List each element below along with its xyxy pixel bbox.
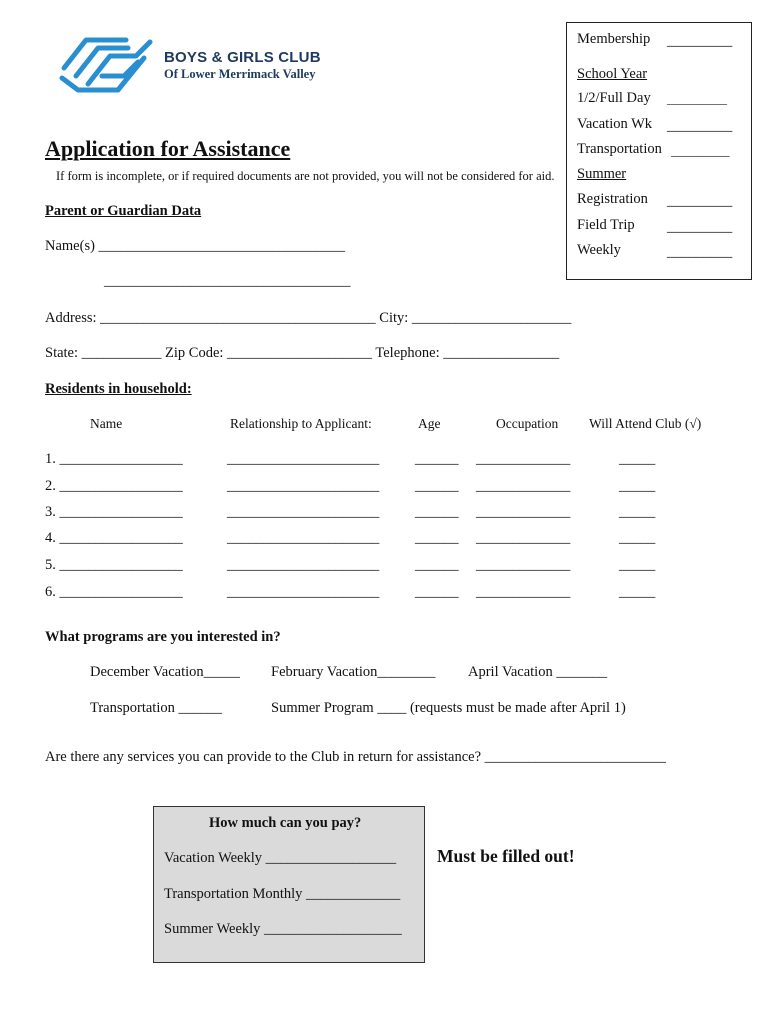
vacation-wk-label: Vacation Wk [577,116,653,132]
resident-name-field[interactable]: 3. _________________ [45,504,183,520]
transportation-label: Transportation [577,141,662,157]
names-field[interactable]: Name(s) __________________________________ [45,238,346,254]
state-zip-phone-field[interactable]: State: ___________ Zip Code: ____________________ Telephone: ________________ [45,345,560,361]
attend-field[interactable]: _____ [619,584,656,600]
weekly-line[interactable]: _________ [667,244,733,260]
summer-label: Summer [577,166,627,182]
relationship-field[interactable]: _____________________ [227,584,380,600]
org-subtitle: Of Lower Merrimack Valley [164,67,316,81]
registration-label: Registration [577,191,648,207]
age-field[interactable]: ______ [415,530,459,546]
april-vacation-field[interactable]: April Vacation _______ [468,664,608,680]
household-heading: Residents in household: [45,381,192,397]
relationship-field[interactable]: _____________________ [227,478,380,494]
attend-field[interactable]: _____ [619,557,656,573]
occupation-field[interactable]: _____________ [476,478,571,494]
resident-name-field[interactable]: 1. _________________ [45,451,183,467]
incomplete-notice: If form is incomplete, or if required documents are not provided, you will not be considered for aid. [56,169,555,183]
full-day-label: 1/2/Full Day [577,90,651,106]
membership-label: Membership [577,31,651,47]
names-field-line2[interactable]: __________________________________ [104,273,351,289]
field-trip-label: Field Trip [577,217,635,233]
office-use-box [566,22,752,280]
age-field[interactable]: ______ [415,504,459,520]
col-will-attend: Will Attend Club (√) [589,416,702,431]
col-age: Age [418,416,441,431]
weekly-label: Weekly [577,242,621,258]
occupation-field[interactable]: _____________ [476,451,571,467]
relationship-field[interactable]: _____________________ [227,504,380,520]
attend-field[interactable]: _____ [619,451,656,467]
december-vacation-field[interactable]: December Vacation_____ [90,664,240,680]
vacation-wk-line[interactable]: _________ [667,118,733,134]
summer-program-field[interactable]: Summer Program ____ (requests must be made after April 1) [271,700,626,716]
attend-field[interactable]: _____ [619,504,656,520]
occupation-field[interactable]: _____________ [476,584,571,600]
age-field[interactable]: ______ [415,451,459,467]
col-relationship: Relationship to Applicant: [230,416,372,431]
attend-field[interactable]: _____ [619,478,656,494]
club-logo-icon [56,32,156,96]
age-field[interactable]: ______ [415,557,459,573]
school-year-label: School Year [577,66,648,82]
occupation-field[interactable]: _____________ [476,504,571,520]
occupation-field[interactable]: _____________ [476,530,571,546]
payment-box [153,806,425,963]
must-fill-notice: Must be filled out! [437,846,575,866]
col-occupation: Occupation [496,416,559,431]
occupation-field[interactable]: _____________ [476,557,571,573]
guardian-heading: Parent or Guardian Data [45,203,202,219]
field-trip-line[interactable]: _________ [667,219,733,235]
resident-name-field[interactable]: 4. _________________ [45,530,183,546]
transportation-monthly-field[interactable]: Transportation Monthly _____________ [164,886,401,902]
transportation-field[interactable]: Transportation ______ [90,700,222,716]
relationship-field[interactable]: _____________________ [227,451,380,467]
summer-weekly-field[interactable]: Summer Weekly ___________________ [164,921,402,937]
relationship-field[interactable]: _____________________ [227,557,380,573]
org-name: BOYS & GIRLS CLUB [164,49,321,66]
registration-line[interactable]: _________ [667,193,733,209]
relationship-field[interactable]: _____________________ [227,530,380,546]
programs-heading: What programs are you interested in? [45,629,281,645]
resident-name-field[interactable]: 6. _________________ [45,584,183,600]
membership-line[interactable]: _________ [667,33,733,49]
col-name: Name [90,416,123,431]
age-field[interactable]: ______ [415,478,459,494]
transportation-line[interactable]: _________ [671,143,730,158]
february-vacation-field[interactable]: February Vacation________ [271,664,436,680]
attend-field[interactable]: _____ [619,530,656,546]
full-day-line[interactable]: __________ [667,92,727,106]
page-title: Application for Assistance [45,136,291,161]
pay-heading: How much can you pay? [209,815,362,831]
address-city-field[interactable]: Address: ______________________________________ City: ______________________ [45,310,572,326]
age-field[interactable]: ______ [415,584,459,600]
resident-name-field[interactable]: 5. _________________ [45,557,183,573]
resident-name-field[interactable]: 2. _________________ [45,478,183,494]
vacation-weekly-field[interactable]: Vacation Weekly __________________ [164,850,397,866]
services-field[interactable]: Are there any services you can provide to the Club in return for assistance? _________________________ [45,749,666,765]
